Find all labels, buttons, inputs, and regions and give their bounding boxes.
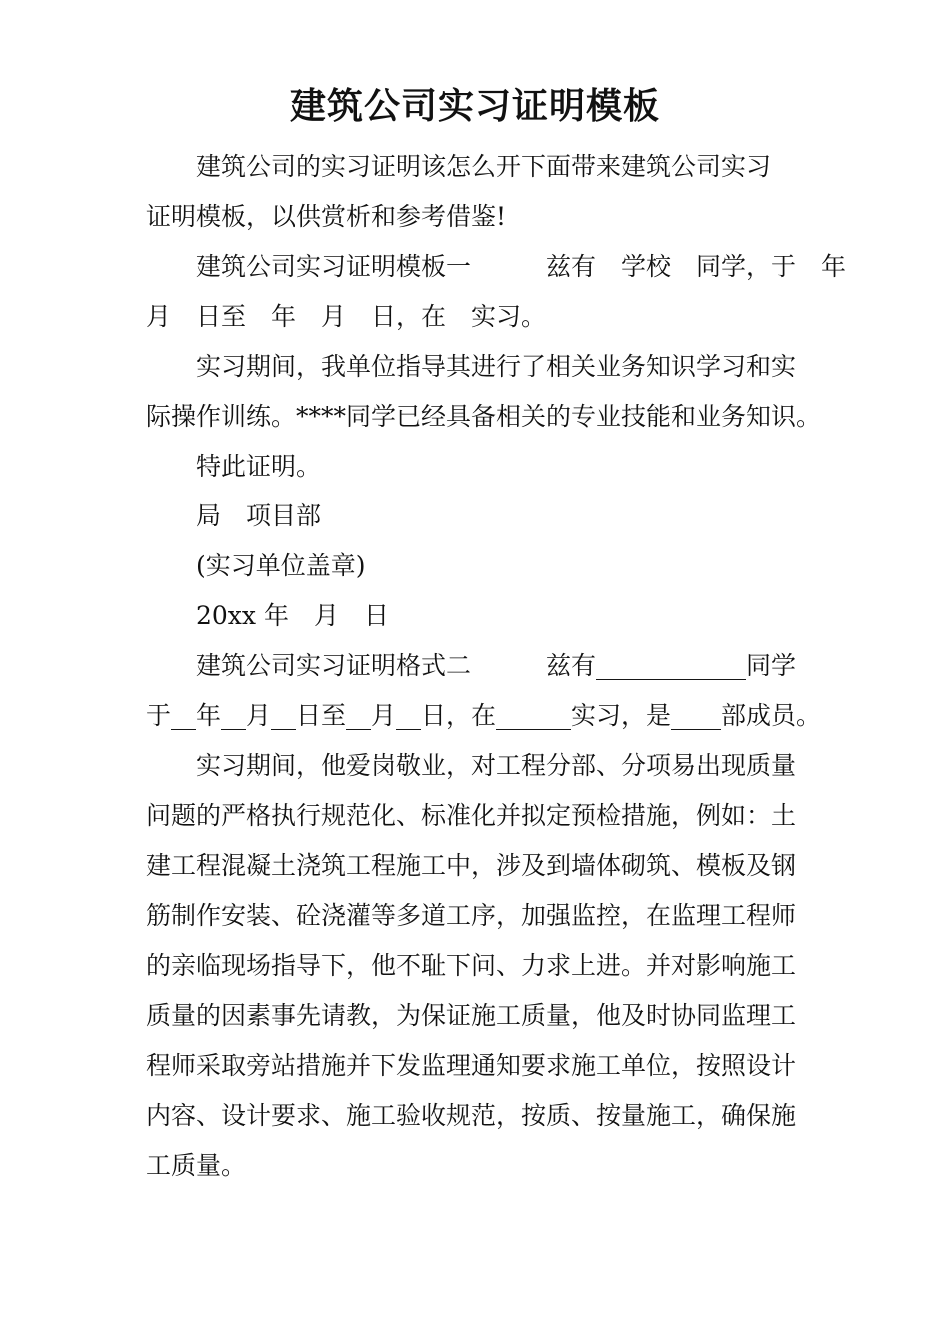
paragraph-line: 质量的因素事先请教，为保证施工质量，他及时协同监理工 [146,1001,797,1030]
paragraph-line: 建筑公司实习证明模板一 兹有 学校 同学，于 年 [196,252,847,281]
paragraph-line: 建工程混凝土浇筑工程施工中，涉及到墙体砌筑、模板及钢 [146,851,797,880]
paragraph-line: 月 日至 年 月 日，在 实习。 [146,302,547,331]
paragraph-line: 程师采取旁站措施并下发监理通知要求施工单位，按照设计 [146,1051,797,1080]
paragraph-line: 局 项目部 [196,501,322,530]
paragraph-line: 于__年__月__日至__月__日，在______实习，是____部成员。 [146,701,822,730]
paragraph-line: 证明模板，以供赏析和参考借鉴! [146,202,507,231]
paragraph-line: 工质量。 [146,1151,247,1180]
paragraph-line: (实习单位盖章) [196,551,366,580]
paragraph-line: 实习期间，他爱岗敬业，对工程分部、分项易出现质量 [196,751,797,780]
paragraph-line: 建筑公司实习证明格式二 兹有____________同学 [196,651,797,680]
paragraph-line: 建筑公司的实习证明该怎么开下面带来建筑公司实习 [196,152,772,181]
paragraph-line: 问题的严格执行规范化、标准化并拟定预检措施，例如：土 [146,801,797,830]
paragraph-line: 实习期间，我单位指导其进行了相关业务知识学习和实 [196,352,797,381]
document-title: 建筑公司实习证明模板 [289,85,660,127]
paragraph-line: 的亲临现场指导下，他不耻下问、力求上进。并对影响施工 [146,951,797,980]
paragraph-line: 筋制作安装、砼浇灌等多道工序，加强监控，在监理工程师 [146,901,797,930]
paragraph-line: 20xx 年 月 日 [196,601,389,630]
paragraph-line: 际操作训练。****同学已经具备相关的专业技能和业务知识。 [146,402,822,431]
paragraph-line: 特此证明。 [196,452,322,481]
paragraph-line: 内容、设计要求、施工验收规范，按质、按量施工，确保施 [146,1101,797,1130]
